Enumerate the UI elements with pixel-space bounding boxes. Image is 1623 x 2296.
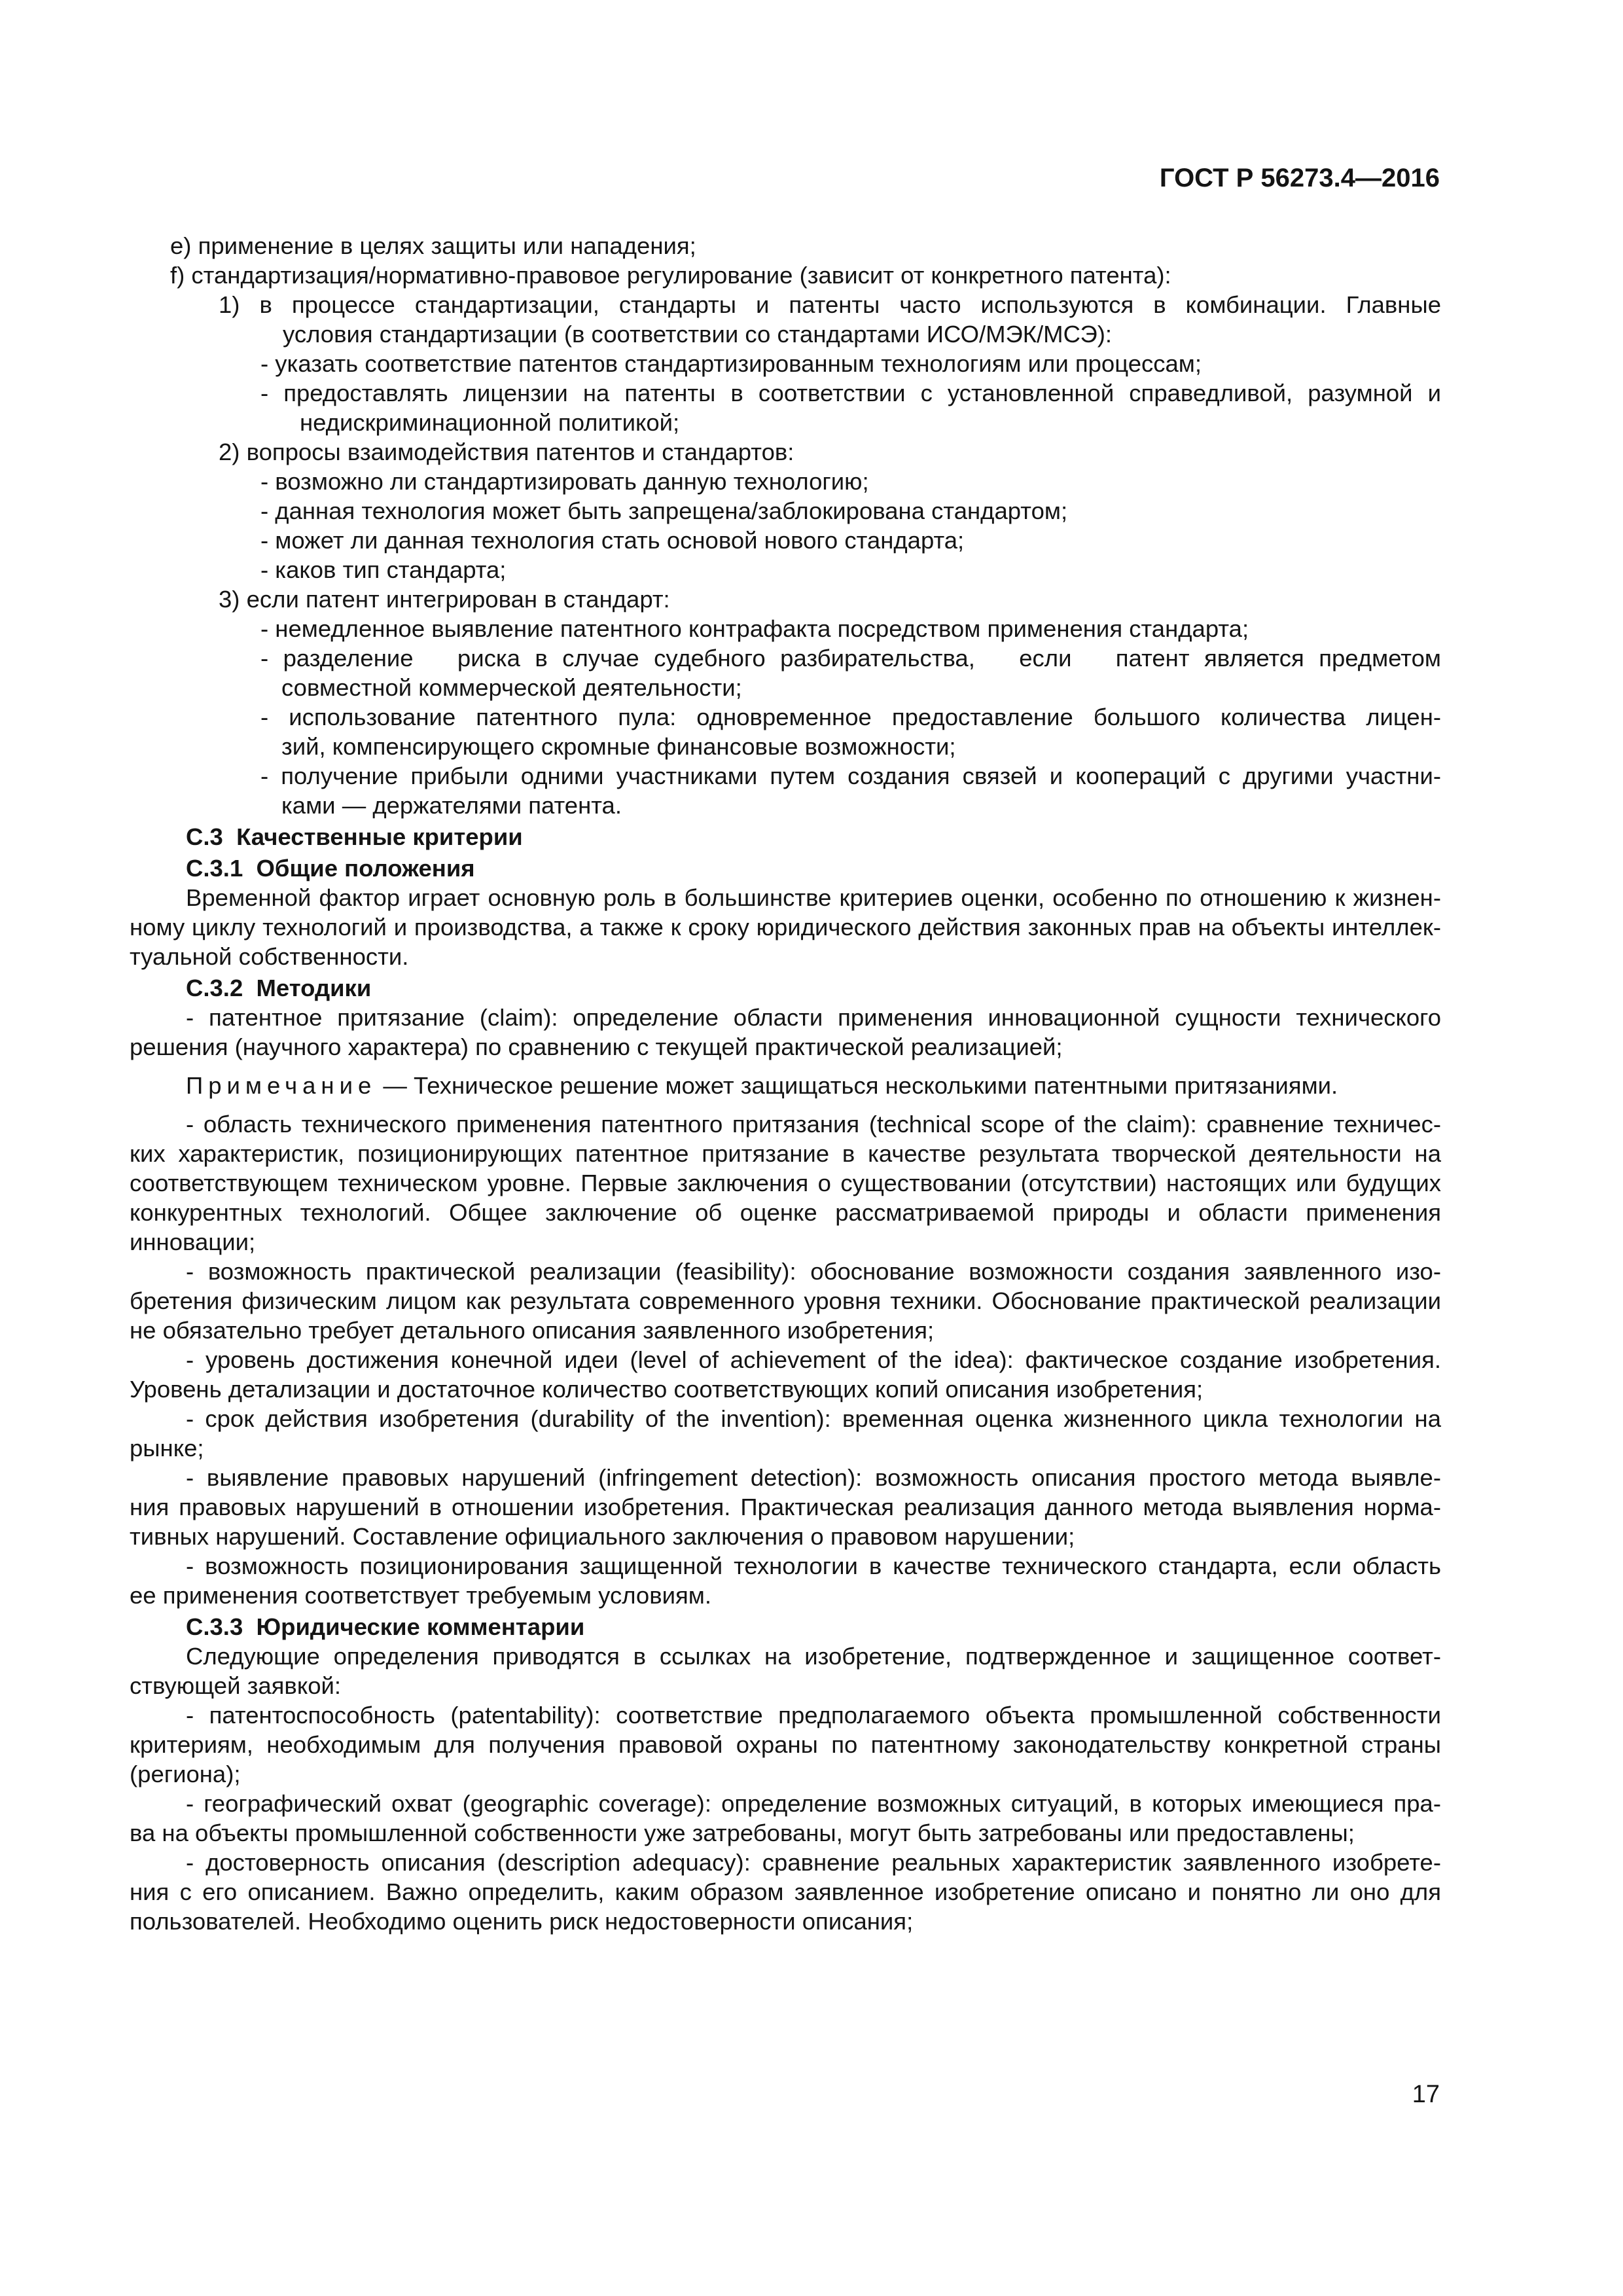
dash-item: - использование патентного пула: одновременное предоставление большого количества лицен- <box>260 704 1441 730</box>
dash-item-cont: ками — держателями патента. <box>281 792 622 819</box>
dash-item: - может ли данная технология стать основой нового стандарта; <box>260 527 965 554</box>
paragraph-line: - возможность практической реализации (feasibility): обоснование возможности создания заявленного изо- <box>186 1258 1441 1285</box>
sublist-item-1-cont: условия стандартизации (в соответствии со стандартами ИСО/МЭК/МСЭ): <box>283 321 1113 348</box>
paragraph-line: инновации; <box>130 1229 256 1255</box>
list-item-f: f) стандартизация/нормативно-правовое регулирование (зависит от конкретного патента): <box>170 262 1171 289</box>
paragraph-line: ких характеристик, позиционирующих патентное притязание в качестве результата творческой деятельности на <box>130 1140 1441 1167</box>
note <box>130 1071 1441 1100</box>
paragraph-line: Следующие определения приводятся в ссылках на изобретение, подтвержденное и защищенное соответ- <box>186 1643 1441 1670</box>
paragraph-line: бретения физическим лицом как результата современного уровня техники. Обоснование практической реализации <box>130 1287 1441 1314</box>
dash-item: - получение прибыли одними участниками путем создания связей и коопераций с другими участни- <box>260 762 1441 789</box>
page-number: 17 <box>1412 2081 1440 2108</box>
paragraph-line: туальной собственности. <box>130 943 409 970</box>
section-heading-c3: С.3 Качественные критерии <box>186 823 523 850</box>
paragraph-line: пользователей. Необходимо оценить риск недостоверности описания; <box>130 1908 914 1935</box>
paragraph-line: рынке; <box>130 1435 204 1462</box>
dash-item-cont: недискриминационной политикой; <box>300 409 680 436</box>
paragraph-line: - область технического применения патентного притязания (technical scope of the claim): сравнение техничес- <box>186 1111 1441 1138</box>
dash-item: - разделение риска в случае судебного разбирательства, если патент является предметом <box>260 645 1441 672</box>
dash-item-cont: совместной коммерческой деятельности; <box>281 674 742 701</box>
section-heading-c3-3: С.3.3 Юридические комментарии <box>186 1613 585 1640</box>
note-label: Примечание <box>186 1072 377 1099</box>
section-heading-c3-1: С.3.1 Общие положения <box>186 855 475 882</box>
paragraph-line: (региона); <box>130 1761 241 1787</box>
paragraph-line: ее применения соответствует требуемым условиям. <box>130 1582 711 1609</box>
sublist-item-3: 3) если патент интегрирован в стандарт: <box>219 586 670 613</box>
dash-item-cont: зий, компенсирующего скромные финансовые возможности; <box>281 733 956 760</box>
paragraph-line: - патентное притязание (claim): определение области применения инновационной сущности технического <box>186 1004 1441 1031</box>
note-text: — Техническое решение может защищаться несколькими патентными притязаниями. <box>376 1072 1338 1099</box>
sublist-item-2: 2) вопросы взаимодействия патентов и стандартов: <box>219 439 794 465</box>
paragraph-line: - патентоспособность (patentability): соответствие предполагаемого объекта промышленной собственности <box>186 1702 1441 1729</box>
page-body <box>130 231 1441 1936</box>
sublist-item-1: 1) в процессе стандартизации, стандарты и патенты часто используются в комбинации. Главные <box>219 291 1441 318</box>
paragraph-line: конкурентных технологий. Общее заключение об оценке рассматриваемой природы и области применения <box>130 1199 1441 1226</box>
section-heading-c3-2: С.3.2 Методики <box>186 975 372 1001</box>
standard-id-header: ГОСТ Р 56273.4—2016 <box>1159 164 1440 192</box>
paragraph-line: Временной фактор играет основную роль в большинстве критериев оценки, особенно по отношению к жизнен- <box>186 884 1441 911</box>
paragraph-line: - возможность позиционирования защищенной технологии в качестве технического стандарта, если область <box>186 1552 1441 1579</box>
paragraph-line: - достоверность описания (description adequacy): сравнение реальных характеристик заявленного изобрете- <box>186 1849 1441 1876</box>
dash-item: - предоставлять лицензии на патенты в соответствии с установленной справедливой, разумной и <box>260 380 1441 406</box>
paragraph-line: Уровень детализации и достаточное количество соответствующих копий описания изобретения; <box>130 1376 1204 1403</box>
dash-item: - данная технология может быть запрещена/заблокирована стандартом; <box>260 497 1068 524</box>
dash-item: - указать соответствие патентов стандартизированным технологиям или процессам; <box>260 350 1202 377</box>
dash-item: - каков тип стандарта; <box>260 556 507 583</box>
paragraph-line: ствующей заявкой: <box>130 1672 342 1699</box>
dash-item: - возможно ли стандартизировать данную технологию; <box>260 468 869 495</box>
paragraph-line: - географический охват (geographic coverage): определение возможных ситуаций, в которых имеющиеся пра- <box>186 1790 1441 1817</box>
paragraph-line: не обязательно требует детального описания заявленного изобретения; <box>130 1317 935 1344</box>
paragraph-line: решения (научного характера) по сравнению с текущей практической реализацией; <box>130 1033 1063 1060</box>
paragraph-line: - срок действия изобретения (durability of the invention): временная оценка жизненного цикла технологии на <box>186 1405 1441 1432</box>
paragraph-line: - уровень достижения конечной идеи (level of achievement of the idea): фактическое создание изобретения. <box>186 1346 1441 1373</box>
list-item-e: е) применение в целях защиты или нападения; <box>170 232 696 259</box>
paragraph-line: соответствующем техническом уровне. Первые заключения о существовании (отсутствии) настоящих или будущих <box>130 1170 1441 1196</box>
paragraph-line: критериям, необходимым для получения правовой охраны по патентному законодательству конкретной страны <box>130 1731 1441 1758</box>
dash-item: - немедленное выявление патентного контрафакта посредством применения стандарта; <box>260 615 1249 642</box>
paragraph-line: ния с его описанием. Важно определить, каким образом заявленное изобретение описано и понятно ли оно для <box>130 1878 1441 1905</box>
paragraph-line: - выявление правовых нарушений (infringement detection): возможность описания простого метода выявле- <box>186 1464 1441 1491</box>
paragraph-line: ва на объекты промышленной собственности уже затребованы, могут быть затребованы или предоставлены; <box>130 1820 1355 1846</box>
paragraph-line: тивных нарушений. Составление официального заключения о правовом нарушении; <box>130 1523 1075 1550</box>
paragraph-line: ния правовых нарушений в отношении изобретения. Практическая реализация данного метода выявления норма- <box>130 1494 1441 1520</box>
paragraph-line: ному циклу технологий и производства, а также к сроку юридического действия законных прав на объекты интеллек- <box>130 914 1441 941</box>
